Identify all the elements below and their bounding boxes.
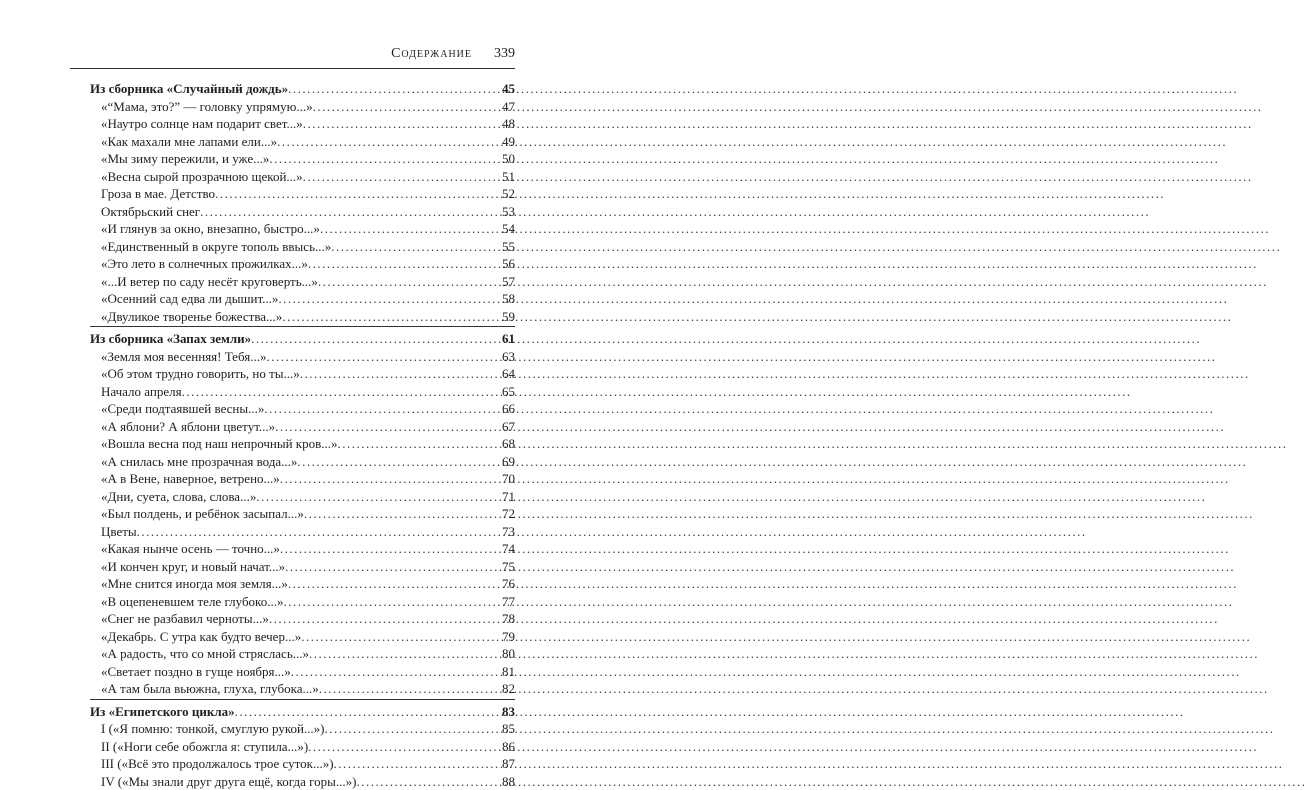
leader-dots bbox=[275, 418, 499, 436]
toc-entry-page: 86 bbox=[499, 738, 515, 756]
toc-section-page: 61 bbox=[499, 330, 515, 348]
leader-dots bbox=[269, 150, 499, 168]
toc-entry-page: 70 bbox=[499, 470, 515, 488]
leader-dots bbox=[137, 523, 499, 541]
toc-section-title: Из сборника «Запах земли» bbox=[90, 330, 251, 348]
toc-entry-title: I («Я помню: тонкой, смуглую рукой...») bbox=[90, 720, 325, 738]
toc-entry-page: 77 bbox=[499, 593, 515, 611]
toc-entry[interactable] bbox=[90, 663, 515, 681]
leader-dots bbox=[288, 575, 499, 593]
toc-entry[interactable] bbox=[90, 365, 515, 383]
toc-entry[interactable] bbox=[90, 273, 515, 291]
toc-entry[interactable] bbox=[90, 628, 515, 646]
toc-entry-title: «Декабрь. С утра как будто вечер...» bbox=[90, 628, 301, 646]
leader-dots bbox=[278, 290, 499, 308]
toc-entry[interactable] bbox=[90, 523, 515, 541]
toc-entry-page: 80 bbox=[499, 645, 515, 663]
toc-entry[interactable] bbox=[90, 645, 515, 663]
running-header-title: Содержание bbox=[391, 46, 472, 62]
toc-entry-page: 48 bbox=[499, 115, 515, 133]
toc-entry-page: 59 bbox=[499, 308, 515, 326]
toc-entry-title: «“Мама, это?” — головку упрямую...» bbox=[90, 98, 313, 116]
leader-dots bbox=[309, 645, 499, 663]
toc-entry[interactable] bbox=[90, 610, 515, 628]
toc-entry-title: «И глянув за окно, внезапно, быстро...» bbox=[90, 220, 320, 238]
leader-dots bbox=[308, 738, 499, 756]
toc-section-page: 83 bbox=[499, 703, 515, 721]
toc-entry[interactable] bbox=[90, 593, 515, 611]
toc-entry[interactable] bbox=[90, 150, 515, 168]
toc-entry-title: «...И ветер по саду несёт круговерть...» bbox=[90, 273, 318, 291]
toc-entry-page: 74 bbox=[499, 540, 515, 558]
table-of-contents bbox=[90, 77, 515, 790]
toc-entry-title: «В оцепеневшем теле глубоко...» bbox=[90, 593, 283, 611]
toc-entry-title: «Весна сырой прозрачною щекой...» bbox=[90, 168, 303, 186]
leader-dots bbox=[269, 610, 499, 628]
leader-dots bbox=[318, 273, 499, 291]
toc-entry-title: Гроза в мае. Детство bbox=[90, 185, 215, 203]
toc-entry[interactable] bbox=[90, 755, 515, 773]
leader-dots bbox=[280, 470, 499, 488]
leader-dots bbox=[266, 348, 499, 366]
toc-entry-title: «А радость, что со мной стряслась...» bbox=[90, 645, 309, 663]
toc-entry-title: «Мы зиму пережили, и уже...» bbox=[90, 150, 269, 168]
toc-entry[interactable] bbox=[90, 220, 515, 238]
toc-entry-page: 63 bbox=[499, 348, 515, 366]
header-rule bbox=[70, 68, 515, 69]
toc-section-heading[interactable] bbox=[90, 703, 515, 721]
leader-dots bbox=[331, 238, 499, 256]
leader-dots bbox=[308, 255, 499, 273]
leader-dots bbox=[356, 773, 499, 790]
toc-entry[interactable] bbox=[90, 185, 515, 203]
toc-entry-page: 87 bbox=[499, 755, 515, 773]
toc-entry-title: «Земля моя весенняя! Тебя...» bbox=[90, 348, 266, 366]
leader-dots bbox=[215, 185, 499, 203]
toc-entry-page: 79 bbox=[499, 628, 515, 646]
toc-entry-title: Цветы bbox=[90, 523, 137, 541]
toc-entry-page: 81 bbox=[499, 663, 515, 681]
toc-entry-page: 69 bbox=[499, 453, 515, 471]
toc-entry[interactable] bbox=[90, 400, 515, 418]
toc-section-heading[interactable] bbox=[90, 80, 515, 98]
toc-entry[interactable] bbox=[90, 133, 515, 151]
toc-entry-title: «Какая нынче осень — точно...» bbox=[90, 540, 280, 558]
toc-entry-page: 68 bbox=[499, 435, 515, 453]
toc-entry-page: 66 bbox=[499, 400, 515, 418]
toc-entry-title: II («Ноги себе обожгла я: ступила...») bbox=[90, 738, 308, 756]
toc-entry[interactable] bbox=[90, 238, 515, 256]
toc-entry-title: «Вошла весна под наш непрочный кров...» bbox=[90, 435, 338, 453]
leader-dots bbox=[334, 755, 499, 773]
toc-entry[interactable] bbox=[90, 308, 515, 326]
toc-entry-title: «Среди подтаявшей весны...» bbox=[90, 400, 264, 418]
toc-entry-title: IV («Мы знали друг друга ещё, когда горы...») bbox=[90, 773, 356, 790]
toc-entry-page: 47 bbox=[499, 98, 515, 116]
leader-dots bbox=[300, 365, 499, 383]
toc-entry[interactable] bbox=[90, 418, 515, 436]
leader-dots bbox=[320, 220, 499, 238]
toc-entry[interactable] bbox=[90, 575, 515, 593]
leader-dots bbox=[182, 383, 499, 401]
toc-entry-title: «Единственный в округе тополь ввысь...» bbox=[90, 238, 331, 256]
leader-dots bbox=[288, 80, 499, 98]
toc-entry-page: 58 bbox=[499, 290, 515, 308]
toc-entry-title: «А снилась мне прозрачная вода...» bbox=[90, 453, 297, 471]
toc-entry-page: 53 bbox=[499, 203, 515, 221]
toc-entry-title: «Светает поздно в гуще ноября...» bbox=[90, 663, 291, 681]
toc-entry[interactable] bbox=[90, 738, 515, 756]
toc-entry-title: «Снег не разбавил черноты...» bbox=[90, 610, 269, 628]
leader-dots bbox=[291, 663, 499, 681]
toc-entry-page: 72 bbox=[499, 505, 515, 523]
toc-entry[interactable] bbox=[90, 773, 515, 790]
toc-section-title: Из «Египетского цикла» bbox=[90, 703, 235, 721]
toc-entry[interactable] bbox=[90, 168, 515, 186]
toc-entry-page: 54 bbox=[499, 220, 515, 238]
toc-entry-page: 65 bbox=[499, 383, 515, 401]
leader-dots bbox=[338, 435, 499, 453]
toc-section-title: Из сборника «Случайный дождь» bbox=[90, 80, 288, 98]
leader-dots bbox=[303, 115, 499, 133]
toc-entry-page: 57 bbox=[499, 273, 515, 291]
toc-entry-title: «Осенний сад едва ли дышит...» bbox=[90, 290, 278, 308]
toc-entry[interactable] bbox=[90, 290, 515, 308]
leader-dots bbox=[277, 133, 499, 151]
toc-entry-title: Начало апреля bbox=[90, 383, 182, 401]
toc-entry-title: III («Всё это продолжалось трое суток...») bbox=[90, 755, 334, 773]
toc-entry-page: 73 bbox=[499, 523, 515, 541]
toc-entry-page: 78 bbox=[499, 610, 515, 628]
toc-entry[interactable] bbox=[90, 383, 515, 401]
toc-entry-title: «А в Вене, наверное, ветрено...» bbox=[90, 470, 280, 488]
leader-dots bbox=[200, 203, 499, 221]
toc-section-heading[interactable] bbox=[90, 330, 515, 348]
leader-dots bbox=[282, 308, 499, 326]
toc-entry-page: 67 bbox=[499, 418, 515, 436]
toc-entry-page: 71 bbox=[499, 488, 515, 506]
toc-entry[interactable] bbox=[90, 203, 515, 221]
leader-dots bbox=[280, 540, 499, 558]
section-divider bbox=[90, 326, 515, 327]
toc-entry-title: «А там была вьюжна, глуха, глубока...» bbox=[90, 680, 319, 698]
toc-entry-title: «А яблони? А яблони цветут...» bbox=[90, 418, 275, 436]
toc-entry[interactable] bbox=[90, 558, 515, 576]
toc-entry-title: «Был полдень, и ребёнок засыпал...» bbox=[90, 505, 304, 523]
toc-entry-page: 76 bbox=[499, 575, 515, 593]
leader-dots bbox=[264, 400, 499, 418]
toc-entry-title: Октябрьский снег bbox=[90, 203, 200, 221]
toc-entry-page: 51 bbox=[499, 168, 515, 186]
toc-entry-page: 52 bbox=[499, 185, 515, 203]
toc-entry[interactable] bbox=[90, 98, 515, 116]
leader-dots bbox=[304, 505, 499, 523]
toc-entry[interactable] bbox=[90, 540, 515, 558]
toc-entry-title: «И кончен круг, и новый начат...» bbox=[90, 558, 285, 576]
toc-entry-title: «Об этом трудно говорить, но ты...» bbox=[90, 365, 300, 383]
toc-entry[interactable] bbox=[90, 488, 515, 506]
toc-entry-title: «Наутро солнце нам подарит свет...» bbox=[90, 115, 303, 133]
toc-entry[interactable] bbox=[90, 348, 515, 366]
leader-dots bbox=[285, 558, 499, 576]
toc-entry-page: 82 bbox=[499, 680, 515, 698]
leader-dots bbox=[325, 720, 499, 738]
toc-entry-title: «Это лето в солнечных прожилках...» bbox=[90, 255, 308, 273]
toc-entry[interactable] bbox=[90, 470, 515, 488]
toc-entry-page: 56 bbox=[499, 255, 515, 273]
leader-dots bbox=[319, 680, 499, 698]
toc-entry-title: «Дни, суета, слова, слова...» bbox=[90, 488, 256, 506]
toc-entry[interactable] bbox=[90, 720, 515, 738]
page-number: 339 bbox=[494, 46, 515, 62]
toc-entry-page: 75 bbox=[499, 558, 515, 576]
toc-entry-page: 88 bbox=[499, 773, 515, 790]
toc-entry-title: «Как махали мне лапами ели...» bbox=[90, 133, 277, 151]
leader-dots bbox=[303, 168, 499, 186]
toc-entry[interactable] bbox=[90, 680, 515, 698]
leader-dots bbox=[283, 593, 499, 611]
leader-dots bbox=[313, 98, 499, 116]
toc-entry-title: «Мне снится иногда моя земля...» bbox=[90, 575, 288, 593]
toc-entry-page: 55 bbox=[499, 238, 515, 256]
running-header bbox=[70, 46, 515, 62]
leader-dots bbox=[235, 703, 499, 721]
leader-dots bbox=[251, 330, 499, 348]
toc-entry-page: 85 bbox=[499, 720, 515, 738]
toc-entry[interactable] bbox=[90, 255, 515, 273]
section-divider bbox=[90, 699, 515, 700]
toc-entry[interactable] bbox=[90, 505, 515, 523]
toc-entry[interactable] bbox=[90, 435, 515, 453]
leader-dots bbox=[256, 488, 499, 506]
toc-entry[interactable] bbox=[90, 115, 515, 133]
toc-entry[interactable] bbox=[90, 453, 515, 471]
toc-entry-page: 50 bbox=[499, 150, 515, 168]
toc-entry-page: 64 bbox=[499, 365, 515, 383]
toc-section-page: 45 bbox=[499, 80, 515, 98]
toc-entry-title: «Двуликое творенье божества...» bbox=[90, 308, 282, 326]
leader-dots bbox=[297, 453, 499, 471]
leader-dots bbox=[301, 628, 499, 646]
toc-entry-page: 49 bbox=[499, 133, 515, 151]
